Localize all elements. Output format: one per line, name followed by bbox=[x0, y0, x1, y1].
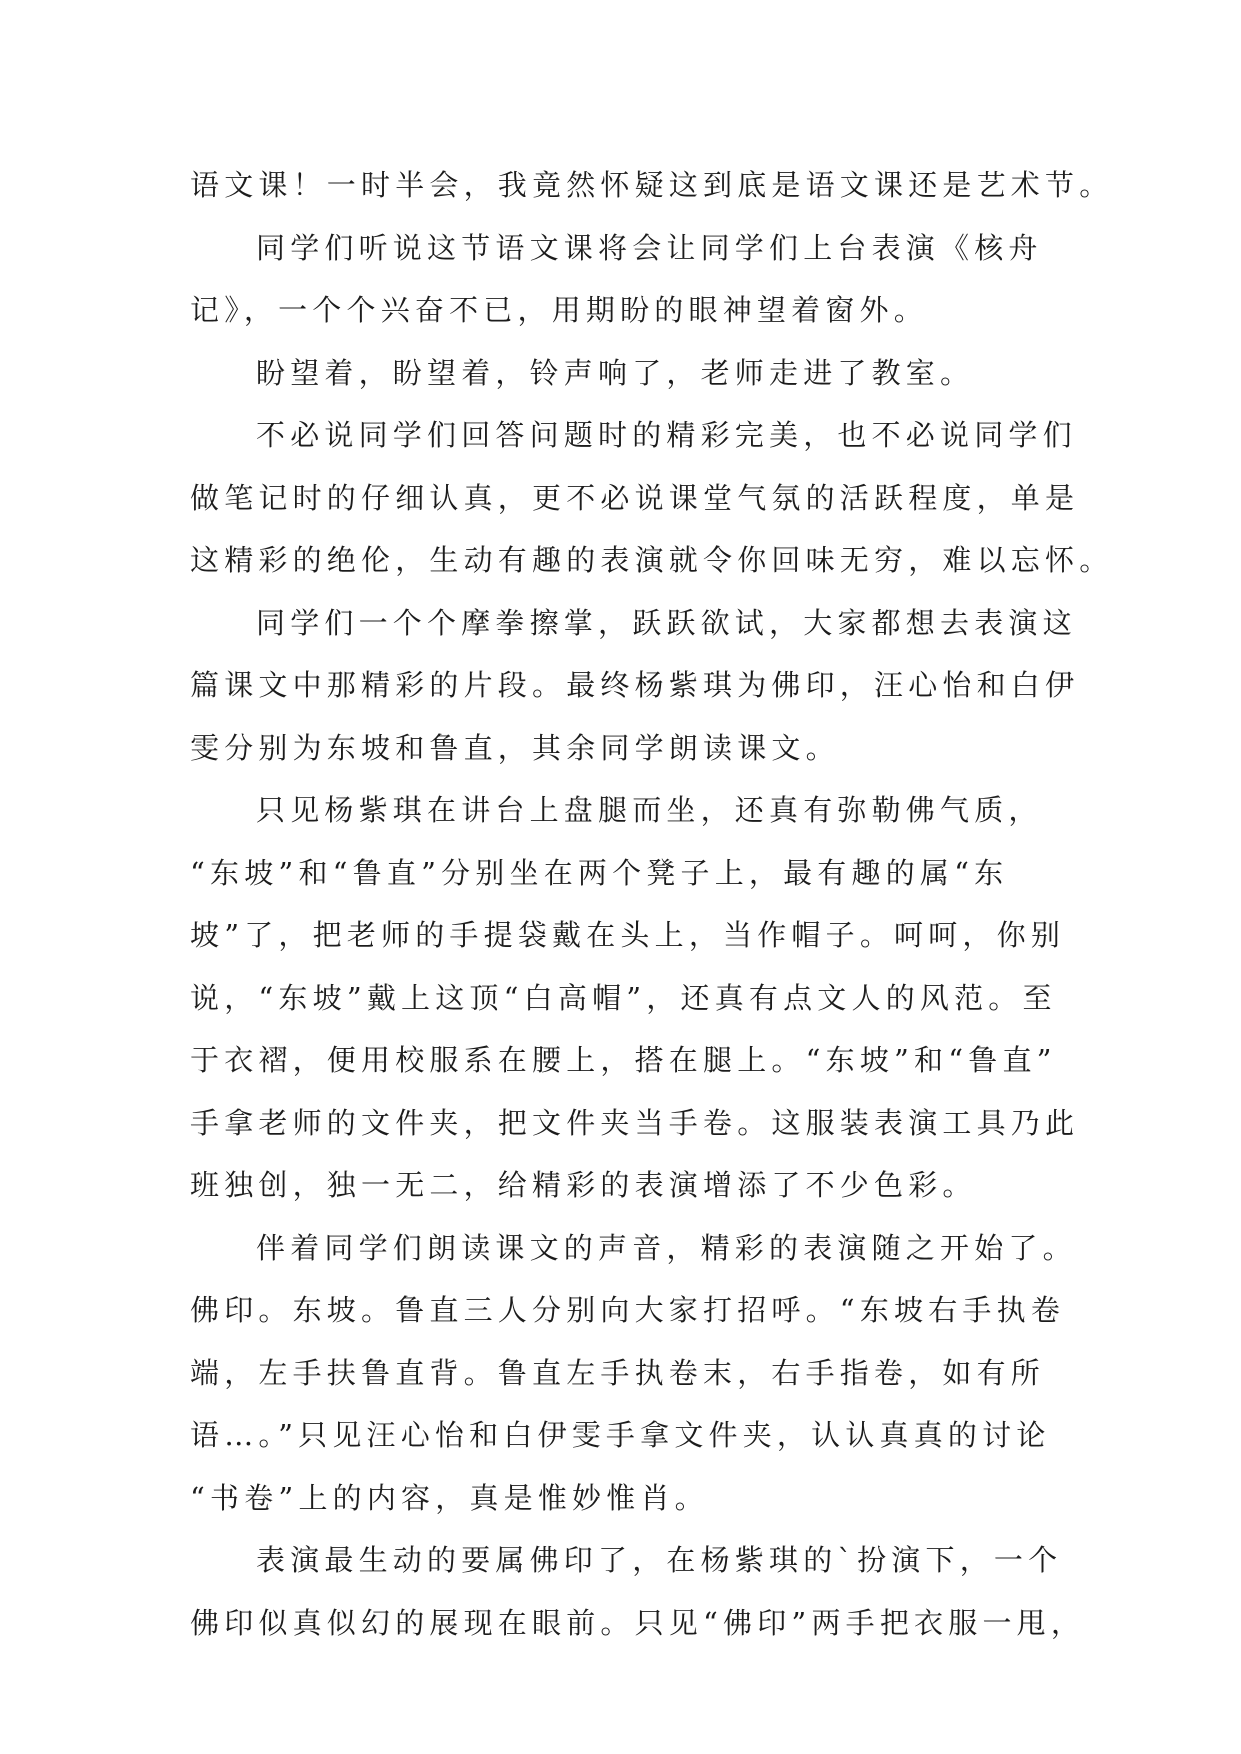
document-body bbox=[190, 154, 1114, 1654]
text-line: 于衣褶，便用校服系在腰上，搭在腿上。“东坡”和“鲁直” bbox=[190, 1043, 1057, 1077]
text-line: “东坡”和“鲁直”分别坐在两个凳子上，最有趣的属“东 bbox=[190, 855, 1009, 890]
text-line: 语…。”只见汪心怡和白伊雯手拿文件夹，认认真真的讨论 bbox=[190, 1418, 1051, 1452]
text-line: 手拿老师的文件夹，把文件夹当手卷。这服装表演工具乃此 bbox=[190, 1105, 1080, 1140]
text-line: 佛印似真似幻的展现在眼前。只见“佛印”两手把衣服一甩， bbox=[190, 1605, 1086, 1640]
text-line: 表演最生动的要属佛印了，在杨紫琪的`扮演下，一个 bbox=[256, 1543, 1063, 1577]
text-line: 班独创，独一无二，给精彩的表演增添了不少色彩。 bbox=[190, 1168, 977, 1202]
text-line: 端，左手扶鲁直背。鲁直左手执卷末，右手指卷，如有所 bbox=[190, 1355, 1046, 1390]
text-line: 这精彩的绝伦，生动有趣的表演就令你回味无穷，难以忘怀。 bbox=[190, 543, 1114, 577]
text-line: “书卷”上的内容，真是惟妙惟肖。 bbox=[190, 1480, 709, 1515]
text-line: 不必说同学们回答问题时的精彩完美，也不必说同学们 bbox=[256, 418, 1077, 452]
text-line: 篇课文中那精彩的片段。最终杨紫琪为佛印，汪心怡和白伊 bbox=[190, 668, 1080, 702]
text-line: 只见杨紫琪在讲台上盘腿而坐，还真有弥勒佛气质， bbox=[256, 793, 1043, 827]
text-line: 同学们一个个摩拳擦掌，跃跃欲试，大家都想去表演这 bbox=[256, 605, 1077, 640]
text-line: 同学们听说这节语文课将会让同学们上台表演《核舟 bbox=[256, 230, 1043, 265]
text-line: 盼望着，盼望着，铃声响了，老师走进了教室。 bbox=[256, 355, 975, 390]
text-line: 佛印。东坡。鲁直三人分别向大家打招呼。“东坡右手执卷 bbox=[190, 1293, 1066, 1327]
text-line: 做笔记时的仔细认真，更不必说课堂气氛的活跃程度，单是 bbox=[190, 480, 1080, 515]
text-line: 坡”了，把老师的手提袋戴在头上，当作帽子。呵呵，你别 bbox=[190, 918, 1066, 952]
text-line: 说，“东坡”戴上这顶“白高帽”，还真有点文人的风范。至 bbox=[190, 980, 1057, 1015]
text-line: 伴着同学们朗读课文的声音，精彩的表演随之开始了。 bbox=[256, 1230, 1077, 1265]
text-line: 记》，一个个兴奋不已，用期盼的眼神望着窗外。 bbox=[190, 293, 928, 327]
text-line: 雯分别为东坡和鲁直，其余同学朗读课文。 bbox=[190, 730, 840, 765]
text-line: 语文课！一时半会，我竟然怀疑这到底是语文课还是艺术节。 bbox=[190, 168, 1114, 202]
